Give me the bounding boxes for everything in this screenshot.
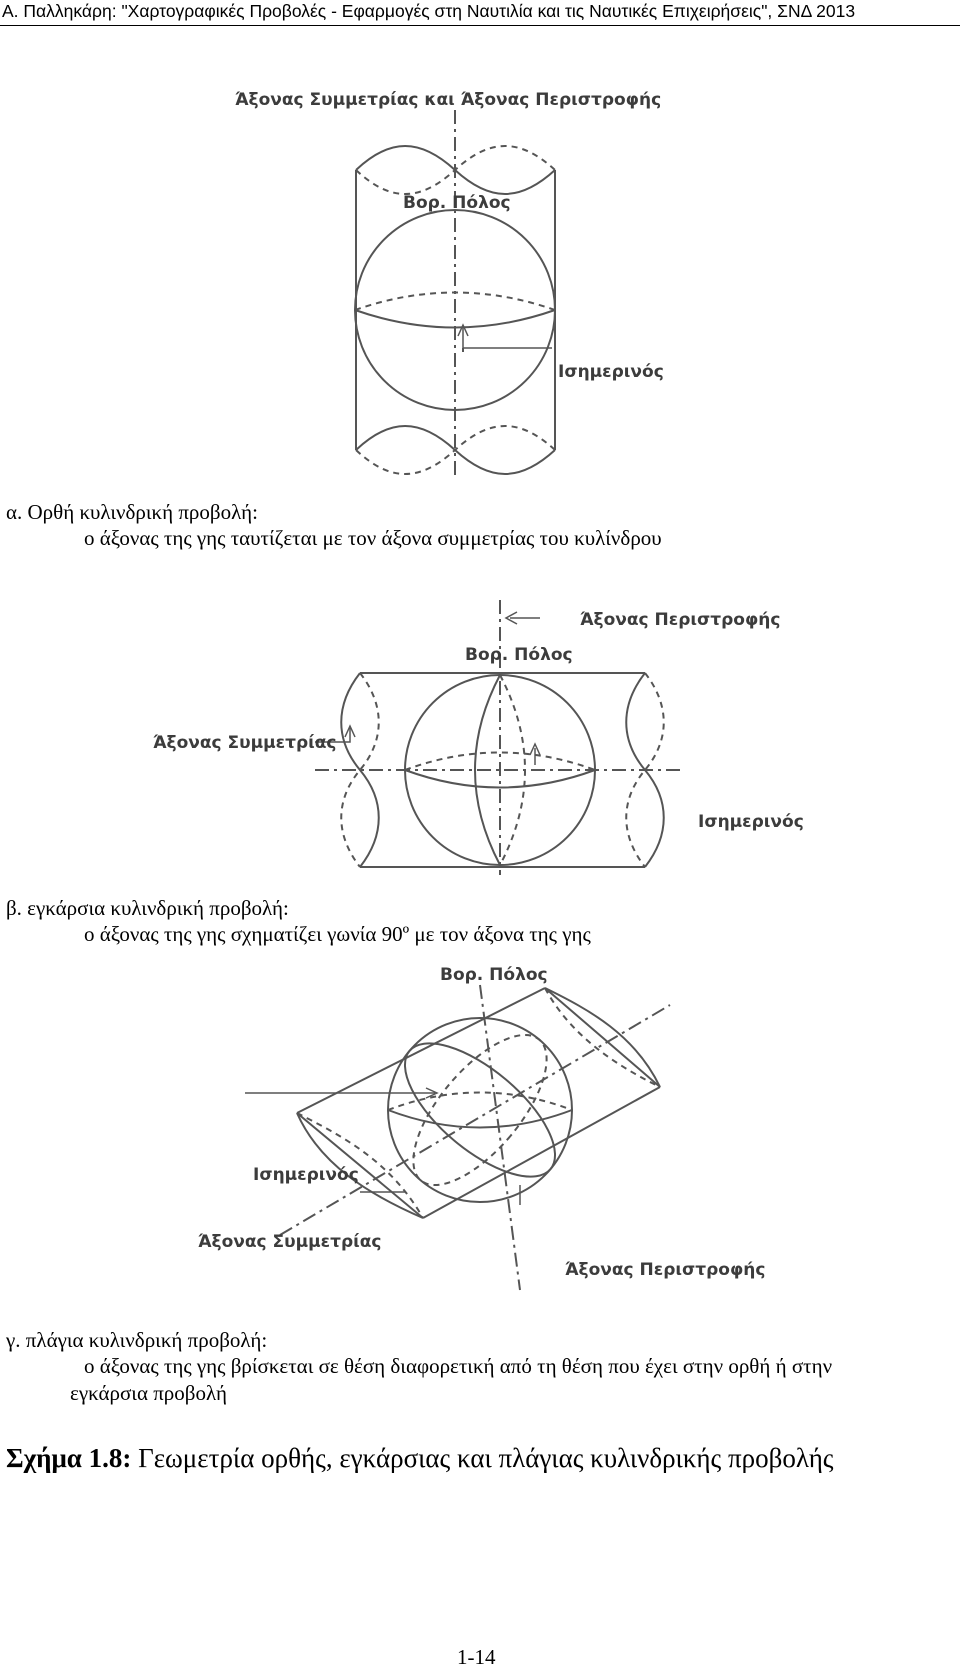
page-header bbox=[0, 0, 960, 27]
caption-c bbox=[6, 1328, 267, 1353]
cylinder-upper-edge bbox=[545, 988, 660, 1087]
north-pole-label: Βορ. Πόλος bbox=[465, 645, 573, 665]
equator-label: Ισημερινός bbox=[558, 362, 664, 382]
figure-c-oblique-projection bbox=[190, 965, 766, 1295]
figure-a-title: Άξονας Συμμετρίας και Άξονας Περιστροφής bbox=[235, 90, 662, 110]
north-pole-label: Βορ. Πόλος bbox=[403, 193, 511, 213]
caption-c-text: γ. πλάγια κυλινδρική προβολή: bbox=[6, 1328, 268, 1352]
description-c-line1-text: ο άξονας της γης βρίσκεται σε θέση διαφορετική από τη θέση που έχει στην ορθή ή στην bbox=[84, 1354, 833, 1378]
description-a-text: ο άξονας της γης ταυτίζεται με τον άξονα συμμετρίας του κυλίνδρου bbox=[84, 526, 662, 550]
equator-label: Ισημερινός bbox=[698, 812, 804, 832]
cylinder-side-right bbox=[423, 1087, 660, 1218]
figure-caption-text: Γεωμετρία ορθής, εγκάρσιας και πλάγιας κυλινδρικής προβολής bbox=[131, 1443, 834, 1473]
description-c-line1 bbox=[84, 1354, 832, 1379]
symmetry-axis-label: Άξονας Συμμετρίας bbox=[153, 733, 337, 753]
equator-leader-line bbox=[463, 327, 552, 348]
rotation-axis-label: Άξονας Περιστροφής bbox=[565, 1260, 766, 1280]
description-b-text: ο άξονας της γης σχηματίζει γωνία 90º με τον άξονα της γης bbox=[84, 922, 591, 946]
equator-label: Ισημερινός bbox=[253, 1165, 359, 1185]
rotation-axis bbox=[480, 985, 520, 1290]
page-number: 1-14 bbox=[457, 1645, 496, 1669]
header-divider bbox=[0, 25, 960, 26]
north-pole-label: Βορ. Πόλος bbox=[440, 965, 548, 985]
figure-caption-label: Σχήμα 1.8: bbox=[6, 1443, 132, 1473]
description-c-line2 bbox=[70, 1381, 227, 1406]
caption-b-text: β. εγκάρσια κυλινδρική προβολή: bbox=[6, 896, 289, 920]
description-c-line2-text: εγκάρσια προβολή bbox=[70, 1381, 227, 1405]
description-b bbox=[84, 922, 591, 947]
rotation-axis-label: Άξονας Περιστροφής bbox=[580, 610, 781, 630]
description-a bbox=[84, 526, 662, 551]
caption-a-text: α. Ορθή κυλινδρική προβολή: bbox=[6, 500, 258, 524]
symmetry-axis-label: Άξονας Συμμετρίας bbox=[198, 1232, 382, 1252]
figure-a-normal-projection bbox=[230, 90, 710, 485]
figure-caption bbox=[6, 1443, 834, 1474]
figure-b-transverse-projection bbox=[140, 600, 820, 875]
header-text: Α. Παλληκάρη: "Χαρτογραφικές Προβολές - Εφαρμογές στη Ναυτιλία και τις Ναυτικές Επιχειρήσεις", ΣΝΔ 2013 bbox=[2, 1, 856, 21]
caption-b bbox=[6, 896, 289, 921]
caption-a bbox=[6, 500, 258, 525]
symmetry-axis bbox=[280, 1005, 670, 1235]
